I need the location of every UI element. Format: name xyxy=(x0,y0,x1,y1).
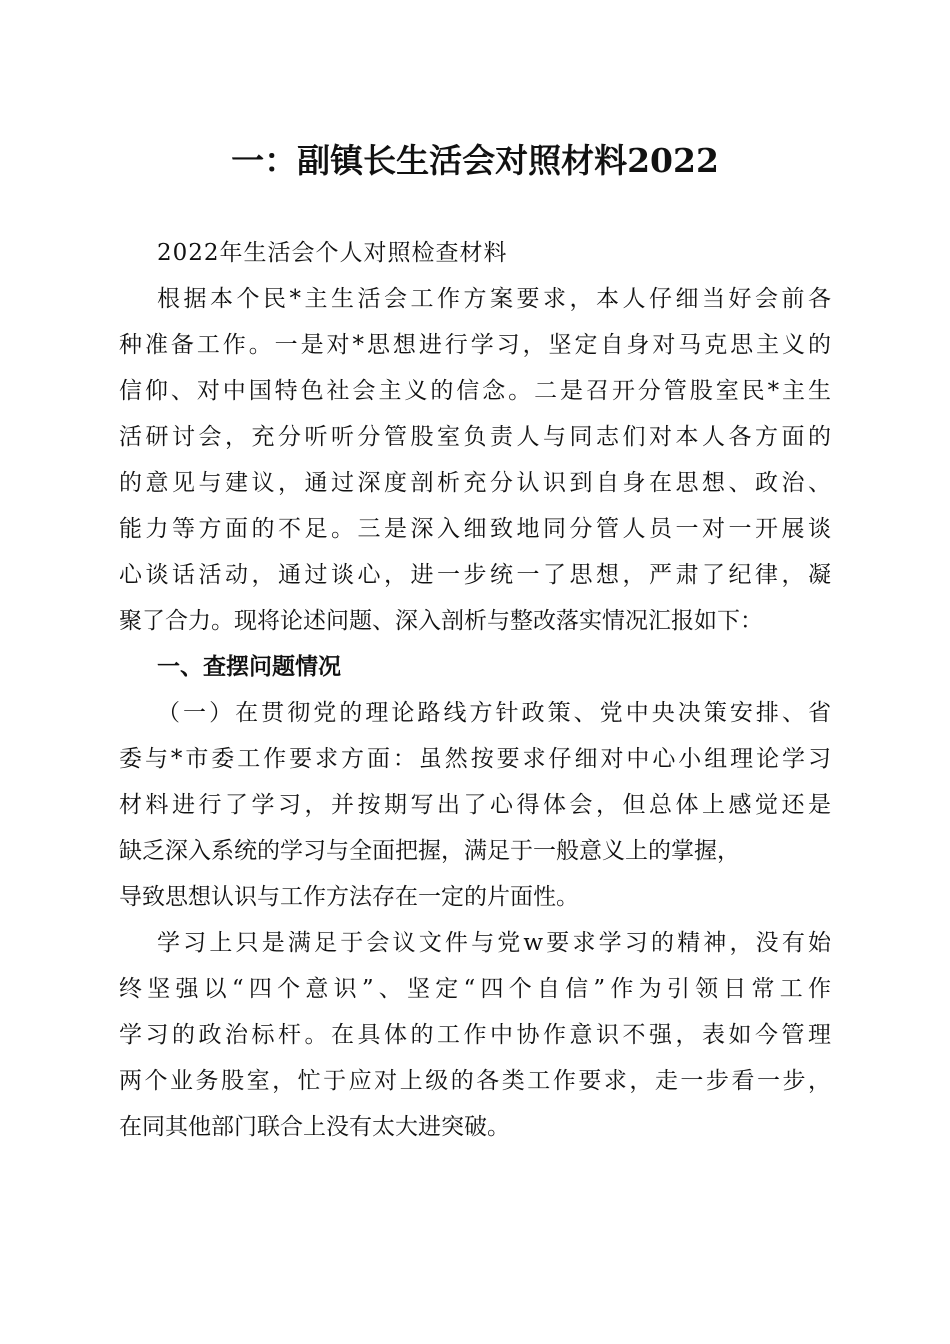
section-line: 委与*市委工作要求方面：虽然按要求仔细对中心小组理论学习 xyxy=(119,746,831,772)
paragraph-line: 终坚强以“四个意识”、坚定“四个自信”作为引领日常工作 xyxy=(119,976,831,1002)
paragraph-line: 学习的政治标杆。在具体的工作中协作意识不强，表如今管理 xyxy=(119,1022,831,1048)
intro-line: 心谈话活动，通过谈心，进一步统一了思想，严肃了纪律，凝 xyxy=(119,562,831,588)
intro-line: 的意见与建议，通过深度剖析充分认识到自身在思想、政治、 xyxy=(119,470,831,496)
intro-line: 能力等方面的不足。三是深入细致地同分管人员一对一开展谈 xyxy=(119,516,831,542)
intro-line: 根据本个民*主生活会工作方案要求，本人仔细当好会前各 xyxy=(157,286,831,312)
document-body xyxy=(119,230,831,1150)
intro-line: 活研讨会，充分听听分管股室负责人与同志们对本人各方面的 xyxy=(119,424,831,450)
intro-line: 聚了合力。现将论述问题、深入剖析与整改落实情况汇报如下： xyxy=(119,608,763,634)
document-title: 一：副镇长生活会对照材料2022 xyxy=(231,141,719,180)
section-heading: 一、查摆问题情况 xyxy=(157,654,341,680)
section-line: （一）在贯彻党的理论路线方针政策、党中央决策安排、省 xyxy=(157,700,831,726)
paragraph-line: 在同其他部门联合上没有太大进突破。 xyxy=(119,1114,510,1140)
intro-line: 信仰、对中国特色社会主义的信念。二是召开分管股室民*主生 xyxy=(119,378,831,404)
intro-line: 种准备工作。一是对*思想进行学习，坚定自身对马克思主义的 xyxy=(119,332,831,358)
section-line: 缺乏深入系统的学习与全面把握，满足于一般意义上的掌握， xyxy=(119,838,740,864)
paragraph-line: 两个业务股室，忙于应对上级的各类工作要求，走一步看一步， xyxy=(119,1068,831,1094)
document-subtitle: 2022年生活会个人对照检查材料 xyxy=(157,240,508,266)
section-line: 导致思想认识与工作方法存在一定的片面性。 xyxy=(119,884,579,910)
section-line: 材料进行了学习，并按期写出了心得体会，但总体上感觉还是 xyxy=(119,792,831,818)
paragraph-line: 学习上只是满足于会议文件与党w要求学习的精神，没有始 xyxy=(157,930,831,956)
